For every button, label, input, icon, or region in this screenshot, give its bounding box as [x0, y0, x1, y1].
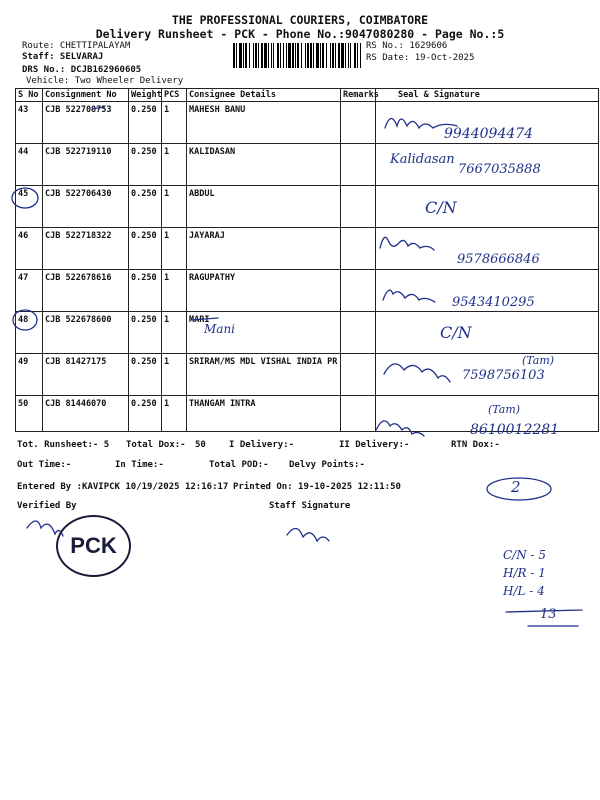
sno-cell: 43	[16, 102, 43, 144]
signature-scribble-50	[376, 421, 424, 436]
out-time: Out Time:-	[17, 460, 72, 470]
route: Route: CHETTIPALAYAM	[22, 41, 131, 51]
circle-48	[13, 310, 37, 330]
weight-cell: 0.250	[129, 144, 162, 186]
signature-scribble-49	[384, 364, 450, 382]
consignee-cell: THANGAM INTRA	[187, 396, 341, 432]
col-sno: S No	[16, 89, 43, 102]
handwritten-phone-46: 9578666846	[457, 252, 540, 267]
delvy-points: Delvy Points:-	[289, 460, 365, 470]
entered-by: Entered By :KAVIPCK 10/19/2025 12:16:17	[17, 482, 229, 492]
weight-cell: 0.250	[129, 228, 162, 270]
weight-cell: 0.250	[129, 312, 162, 354]
weight-cell: 0.250	[129, 102, 162, 144]
handwritten-phone-44: 7667035888	[458, 162, 541, 177]
pcs-cell: 1	[162, 270, 187, 312]
signature-scribble-47	[383, 290, 435, 302]
weight-cell: 0.250	[129, 270, 162, 312]
verified-by: Verified By	[17, 501, 77, 511]
col-consignee: Consignee Details	[187, 89, 341, 102]
consignee-cell: SRIRAM/MS MDL VISHAL INDIA PR	[187, 354, 341, 396]
handwritten-tally-total: 13	[540, 607, 557, 622]
rs-date: RS Date: 19-Oct-2025	[366, 53, 475, 63]
sno-cell: 46	[16, 228, 43, 270]
tot-runsheet: Tot. Runsheet:- 5	[17, 440, 110, 450]
consignee-cell: RAGUPATHY	[187, 270, 341, 312]
consignment-cell: CJB 522706430	[43, 186, 129, 228]
pcs-cell: 1	[162, 354, 187, 396]
consignee-cell: JAYARAJ	[187, 228, 341, 270]
total-dox-label: Total Dox:-	[126, 440, 186, 450]
consignment-cell: CJB 522678616	[43, 270, 129, 312]
pcs-cell: 1	[162, 396, 187, 432]
printed-on: Printed On: 19-10-2025 12:11:50	[233, 482, 401, 492]
total-pod: Total POD:-	[209, 460, 269, 470]
consignee-cell: KALIDASAN	[187, 144, 341, 186]
staff: Staff: SELVARAJ	[22, 52, 104, 62]
handwritten-circled-count: 2	[511, 478, 521, 496]
handwritten-tam-50: (Tam)	[488, 403, 521, 416]
rtn-dox: RTN Dox:-	[451, 440, 500, 450]
handwritten-phone-49: 7598756103	[462, 368, 545, 383]
sno-cell: 44	[16, 144, 43, 186]
drs-number: DRS No.: DCJB162960605	[22, 65, 142, 75]
stamp-text: PCK	[70, 533, 117, 558]
handwritten-phone-50: 8610012281	[470, 422, 560, 438]
pck-stamp	[56, 515, 131, 577]
signature-scribble-46	[380, 237, 434, 250]
runsheet-subtitle: Delivery Runsheet - PCK - Phone No.:9047080280 - Page No.:5	[95, 27, 505, 41]
pcs-cell: 1	[162, 312, 187, 354]
i-delivery: I Delivery:-	[229, 440, 295, 450]
col-consignment: Consignment No	[43, 89, 129, 102]
handwritten-tam-49: (Tam)	[522, 354, 555, 367]
consignment-cell: CJB 522719110	[43, 144, 129, 186]
col-pcs: PCS	[162, 89, 187, 102]
handwritten-name-44: Kalidasan	[390, 152, 455, 167]
pcs-cell: 1	[162, 186, 187, 228]
company-title: THE PROFESSIONAL COURIERS, COIMBATORE	[171, 13, 429, 27]
weight-cell: 0.250	[129, 396, 162, 432]
consignee-cell: MAHESH BANU	[187, 102, 341, 144]
sno-cell: 49	[16, 354, 43, 396]
handwritten-tally-1: C/N - 5	[503, 548, 547, 562]
consignment-cell: CJB 522718322	[43, 228, 129, 270]
in-time: In Time:-	[115, 460, 164, 470]
handwritten-phone-43: 9944094474	[444, 126, 534, 142]
total-dox-value: 50	[195, 440, 206, 450]
consignment-cell: CJB 522708753	[43, 102, 129, 144]
vehicle: Vehicle: Two Wheeler Delivery	[26, 76, 184, 86]
sno-cell: 47	[16, 270, 43, 312]
strike-mark-43	[92, 107, 104, 109]
consignee-cell: ABDUL	[187, 186, 341, 228]
handwritten-name-48: Mani	[204, 322, 236, 336]
pcs-cell: 1	[162, 102, 187, 144]
weight-cell: 0.250	[129, 186, 162, 228]
handwritten-phone-47: 9543410295	[452, 295, 535, 310]
sno-cell: 50	[16, 396, 43, 432]
circle-45	[12, 188, 38, 208]
handwritten-cn-48: C/N	[440, 323, 472, 342]
sno-cell: 45	[16, 186, 43, 228]
sno-cell: 48	[16, 312, 43, 354]
consignment-cell: CJB 81427175	[43, 354, 129, 396]
strike-mari	[191, 318, 218, 320]
ii-delivery: II Delivery:-	[339, 440, 410, 450]
col-seal-signature: Seal & Signature	[376, 89, 599, 102]
handwritten-tally-3: H/L - 4	[503, 584, 545, 598]
staff-signature	[287, 528, 329, 541]
handwritten-cn-45: C/N	[425, 198, 457, 217]
rs-number: RS No.: 1629606	[366, 41, 448, 51]
consignment-cell: CJB 522678600	[43, 312, 129, 354]
pcs-cell: 1	[162, 144, 187, 186]
consignee-cell: MARI	[187, 312, 341, 354]
consignment-cell: CJB 81446070	[43, 396, 129, 432]
pcs-cell: 1	[162, 228, 187, 270]
col-remarks: Remarks	[341, 89, 376, 102]
weight-cell: 0.250	[129, 354, 162, 396]
staff-signature: Staff Signature	[269, 501, 351, 511]
col-weight: Weight	[129, 89, 162, 102]
handwritten-tally-2: H/R - 1	[503, 566, 546, 580]
